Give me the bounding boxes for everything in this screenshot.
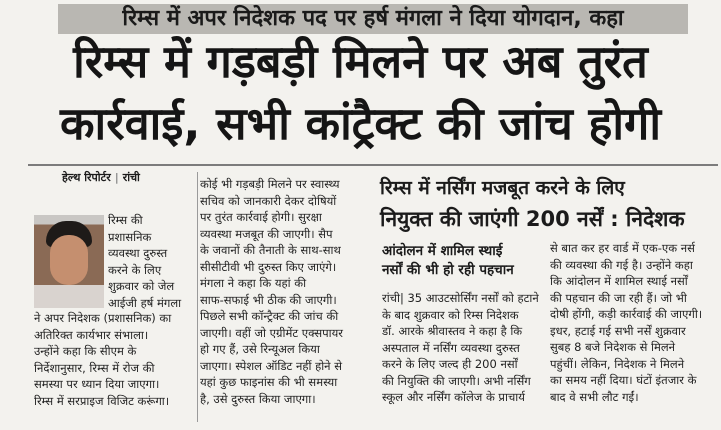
text-line: कोई भी गड़बड़ी मिलने पर स्वास्थ्य bbox=[200, 177, 340, 191]
text-line: आईजी हर्ष मंगला bbox=[108, 295, 182, 310]
text-line: अतिरिक्त कार्यभार संभाला। bbox=[34, 327, 149, 342]
text-line: करने के लिए जल्द ही 200 नर्सों bbox=[382, 357, 518, 371]
text-line: की नियुक्ति की जाएगी। अभी नर्सिंग bbox=[382, 373, 531, 388]
text-line: रांची| 35 आउटसोर्सिंग नर्सों को हटाने bbox=[382, 291, 539, 305]
text-line: प्रशासनिक bbox=[108, 229, 152, 244]
text-line: रिम्स की bbox=[108, 213, 143, 227]
byline-place: रांची bbox=[122, 171, 140, 184]
text-line: नर्सों की भी हो रही पहचान bbox=[382, 262, 514, 278]
article-column-1-bottom bbox=[34, 310, 194, 409]
text-line: सचिव को जानकारी देकर दोषियों bbox=[200, 193, 337, 208]
article-column-1-top bbox=[108, 212, 194, 311]
text-line: की पहचान की जा रही हैं। जो भी bbox=[550, 290, 687, 305]
text-line: पर तुरंत कार्रवाई होगी। सुरक्षा bbox=[200, 210, 322, 224]
text-line: ने अपर निदेशक (प्रशासनिक) का bbox=[34, 311, 172, 325]
person-photo-icon bbox=[34, 215, 104, 308]
text-line: स्कूल और नर्सिंग कॉलेज के प्राचार्य bbox=[382, 390, 525, 404]
text-line: मंगला ने कहा कि यहां की bbox=[200, 276, 307, 290]
headline-line-2: कार्रवाई, सभी कांट्रैक्ट की जांच होगी bbox=[59, 97, 661, 150]
text-line: के जवानों की तैनाती के साथ-साथ bbox=[200, 243, 341, 257]
text-line: इधर, हटाई गई सभी नर्सें शुक्रवार bbox=[550, 323, 686, 338]
text-line: है, उसे दुरुस्त किया जाएगा। bbox=[200, 391, 316, 406]
text-line: करने के लिए bbox=[108, 262, 162, 277]
text-line: पहुंचीं। लेकिन, निदेशक ने मिलने bbox=[550, 356, 685, 371]
byline-separator: | bbox=[114, 171, 119, 184]
text-line: की व्यवस्था की गई है। उन्होंने कहा bbox=[550, 257, 693, 272]
kicker-banner: रिम्स में अपर निदेशक पद पर हर्ष मंगला ने दिया योगदान, कहा bbox=[58, 4, 688, 34]
text-line: डॉ. आरके श्रीवास्तव ने कहा है कि bbox=[382, 324, 523, 338]
text-line: उन्होंने कहा कि सीएम के bbox=[34, 344, 137, 358]
text-line: कि आंदोलन में शामिल स्थाई नर्सों bbox=[550, 274, 688, 288]
headline-rule bbox=[28, 164, 718, 166]
article-column-4 bbox=[550, 240, 718, 405]
text-line: निर्देशानुसार, रिम्स में रोज की bbox=[34, 360, 155, 375]
text-line: समस्या पर ध्यान दिया जाएगा। bbox=[34, 377, 160, 391]
sub-headline-line-1: रिम्स में नर्सिंग मजबूत करने के लिए bbox=[380, 177, 625, 199]
text-line: शुक्रवार को जेल bbox=[108, 279, 175, 293]
photo-shirt bbox=[34, 285, 104, 308]
text-line: दोषी होंगी, कड़ी कार्रवाई की जाएगी। bbox=[550, 307, 703, 321]
sub-headline-line-2: नियुक्त की जाएंगी 200 नर्सें : निदेशक bbox=[380, 207, 685, 231]
text-line: यहां कुछ फाइनांस की भी समस्या bbox=[200, 375, 338, 389]
text-line: हो गए हैं, उसे रिन्यूअल किया bbox=[200, 342, 320, 356]
text-line: जाएगी। वहीं जो एग्रीमेंट एक्सपायर bbox=[200, 325, 344, 340]
text-line: का समय नहीं दिया। घंटों इंतजार के bbox=[550, 373, 697, 387]
column-divider bbox=[197, 172, 198, 422]
text-line: अस्पताल में नर्सिंग व्यवस्था दुरुस्त bbox=[382, 340, 520, 355]
text-line: सीसीटीवी भी दुरुस्त किए जाएंगे। bbox=[200, 259, 337, 274]
text-line: आंदोलन में शामिल स्थाई bbox=[382, 243, 503, 259]
byline bbox=[62, 170, 140, 185]
article-column-2 bbox=[200, 176, 372, 407]
sub-deck bbox=[382, 242, 542, 280]
headline-line-1: रिम्स में गड़बड़ी मिलने पर अब तुरंत bbox=[73, 35, 648, 88]
byline-reporter: हेल्थ रिपोर्टर bbox=[62, 171, 111, 184]
text-line: से बात कर हर वार्ड में एक-एक नर्स bbox=[550, 241, 695, 255]
photo-face bbox=[50, 235, 88, 285]
text-line: जाएगा। स्पेशल ऑडिट नहीं होने से bbox=[200, 358, 342, 373]
article-column-3 bbox=[382, 290, 542, 406]
text-line: व्यवस्था दुरुस्त bbox=[108, 246, 168, 260]
text-line: व्यवस्था मजबूत की जाएगी। सैप bbox=[200, 226, 333, 241]
text-line: के बाद शुक्रवार को रिम्स निदेशक bbox=[382, 307, 519, 322]
text-line: रिम्स में सरप्राइज विजिट करूंगा। bbox=[34, 393, 170, 408]
text-line: सुबह 8 बजे निदेशक से मिलने bbox=[550, 340, 676, 354]
text-line: पिछले सभी कॉन्ट्रैक्ट की जांच की bbox=[200, 309, 339, 323]
text-line: बाद वे सभी लौट गईं। bbox=[550, 389, 639, 404]
text-line: साफ-सफाई भी ठीक की जाएगी। bbox=[200, 292, 337, 307]
